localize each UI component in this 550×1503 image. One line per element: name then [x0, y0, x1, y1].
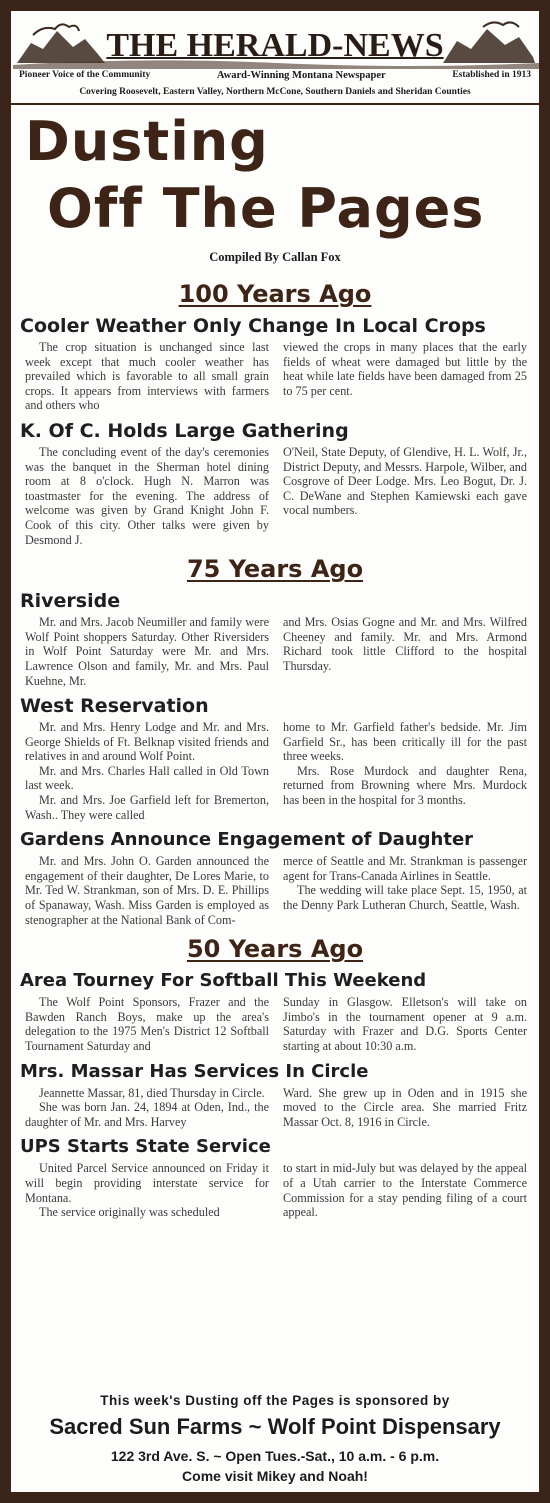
masthead-logo: THE HERALD-NEWS [106, 27, 444, 64]
article-headline: Area Tourney For Softball This Weekend [20, 970, 427, 992]
column-title [11, 105, 539, 280]
article [11, 1135, 539, 1219]
article-paragraph: The Wolf Point Sponsors, Frazer and the Bawden Ranch Boys, make up the area's delegation to the 1975 Men's District 12 Softball Tournament Saturday and [25, 995, 269, 1053]
title-line-2: Off The Pages [47, 177, 485, 240]
article [11, 694, 539, 822]
article-paragraph: Ward. She grew up in Oden and in 1915 she moved to the Circle area. She married Fritz Massar Oct. 8, 1916 in Circle. [283, 1085, 527, 1129]
article-paragraph: Mr. and Mrs. John O. Garden announced the engagement of their daughter, De Lores Marie, to Mr. Ted W. Strankman, son of Mrs. D. E. Phillips of Spanaway, Wash. Miss Garden is employed as stenographer at the National Bank of Com- [25, 854, 269, 927]
article-paragraph: and Mrs. Osias Gogne and Mr. and Mrs. Wilfred Cheeney and family. Mr. and Mrs. Armond Richard took little Clifford to the hospital Thursday. [283, 615, 527, 673]
article-headline: Riverside [20, 590, 121, 613]
section-100-years [11, 280, 539, 547]
article [11, 828, 539, 927]
article [11, 589, 539, 688]
section-heading: 100 Years Ago [178, 280, 372, 308]
section-75-years [11, 555, 539, 927]
article-paragraph: Mr. and Mrs. Charles Hall called in Old Town last week. [25, 763, 269, 793]
article [11, 969, 539, 1053]
article-paragraph: home to Mr. Garfield father's bedside. Mr. Jim Garfield Sr., has been critically ill for the past three weeks. [283, 720, 527, 764]
article-paragraph: merce of Seattle and Mr. Strankman is passenger agent for Trans-Canada Airlines in Seattle. [283, 854, 527, 883]
article [11, 419, 539, 547]
article-paragraph: The concluding event of the day's ceremonies was the banquet in the Sherman hotel dining room at 8 o'clock. Hugh N. Marron was toastmaster for the evening. The address of welcome was given by Grand Knight John F. Cook of this city. Other talks were given by Desmond J. [25, 444, 269, 547]
article-paragraph: O'Neil, State Deputy, of Glendive, H. L. Wolf, Jr., District Deputy, and Messrs. Harpole, Wilber, and Cosgrove of Deer Lodge. Mrs. Leo Bogut, Dr. J. C. DeWane and Stephen Kamiewski each gave vocal numbers. [283, 444, 527, 518]
section-50-years [11, 935, 539, 1220]
article-paragraph: Mr. and Mrs. Joe Garfield left for Bremerton, Wash.. They were called [25, 793, 269, 822]
section-heading: 75 Years Ago [186, 555, 364, 584]
article-paragraph: She was born Jan. 24, 1894 at Oden, Ind., the daughter of Mr. and Mrs. Harvey [25, 1100, 269, 1129]
article-headline: West Reservation [20, 695, 209, 718]
sponsor-footer [11, 1393, 539, 1484]
article-headline: Mrs. Massar Has Services In Circle [20, 1060, 369, 1082]
article-paragraph: The service originally was scheduled [39, 1205, 220, 1220]
article-paragraph: Mr. and Mrs. Jacob Neumiller and family were Wolf Point shoppers Saturday. Other Riversiders in Wolf Point Saturday were Mr. and Mrs. Lawrence Olson and family, Mr. and Mrs. Paul Kuehne, Mr. [25, 615, 269, 688]
sponsor-line: This week's Dusting off the Pages is sponsored by [100, 1393, 450, 1408]
section-heading: 50 Years Ago [186, 935, 364, 964]
compiled-by: Compiled By Callan Fox [209, 250, 341, 264]
article-paragraph: United Parcel Service announced on Friday it will begin providing interstate service for Montana. [25, 1161, 269, 1205]
masthead-taglines [19, 70, 531, 81]
center-tagline: Award-Winning Montana Newspaper [216, 70, 386, 81]
sponsor-address: 122 3rd Ave. S. ~ Open Tues.-Sat., 10 a.m. - 6 p.m. [110, 1448, 440, 1464]
right-tagline: Established in 1913 [452, 70, 531, 80]
article [11, 1060, 539, 1130]
article-headline: Cooler Weather Only Change In Local Crops [20, 315, 486, 337]
article-paragraph: The crop situation is unchanged since last week except that much cooler weather has prevailed which is favorable to all small grain crops. It appears from interviews with farmers and others who [25, 340, 269, 413]
article-headline: Gardens Announce Engagement of Daughter [20, 829, 474, 851]
article-paragraph: Jeannette Massar, 81, died Thursday in Circle. [39, 1085, 265, 1100]
article-paragraph: Mr. and Mrs. Henry Lodge and Mr. and Mrs. George Shields of Ft. Belknap visited friends and relatives in and around Wolf Point. [25, 720, 269, 764]
sponsor-tagline: Come visit Mikey and Noah! [182, 1468, 368, 1484]
title-line-1: Dusting [25, 110, 269, 173]
masthead [11, 11, 539, 105]
article [11, 314, 539, 413]
article-paragraph: The wedding will take place Sept. 15, 1950, at the Denny Park Lutheran Church, Seattle, Wash. [283, 883, 527, 913]
article-paragraph: viewed the crops in many places that the early fields of wheat were damaged but little by the heat while late fields have been damaged from 25 to 75 per cent. [283, 340, 527, 398]
article-paragraph: Mrs. Rose Murdock and daughter Rena, returned from Browning where Mrs. Murdock has been in the hospital for 3 months. [283, 763, 527, 808]
article-headline: K. Of C. Holds Large Gathering [20, 419, 349, 442]
article-headline: UPS Starts State Service [20, 1136, 271, 1158]
article-paragraph: Sunday in Glasgow. Elletson's will take on Jimbo's in the tournament opener at 9 a.m. Saturday with Frazer and D.G. Sports Center starting at about 10:30 a.m. [283, 995, 527, 1053]
left-tagline: Pioneer Voice of the Community [19, 70, 151, 80]
sponsor-name: Sacred Sun Farms ~ Wolf Point Dispensary [49, 1414, 501, 1439]
article-paragraph: to start in mid-July but was delayed by the appeal of a Utah carrier to the Interstate Commerce Commission for a stay pending filing of a court appeal. [283, 1161, 527, 1220]
coverage-line: Covering Roosevelt, Eastern Valley, Northern McCone, Southern Daniels and Sheridan Counties [79, 87, 471, 97]
